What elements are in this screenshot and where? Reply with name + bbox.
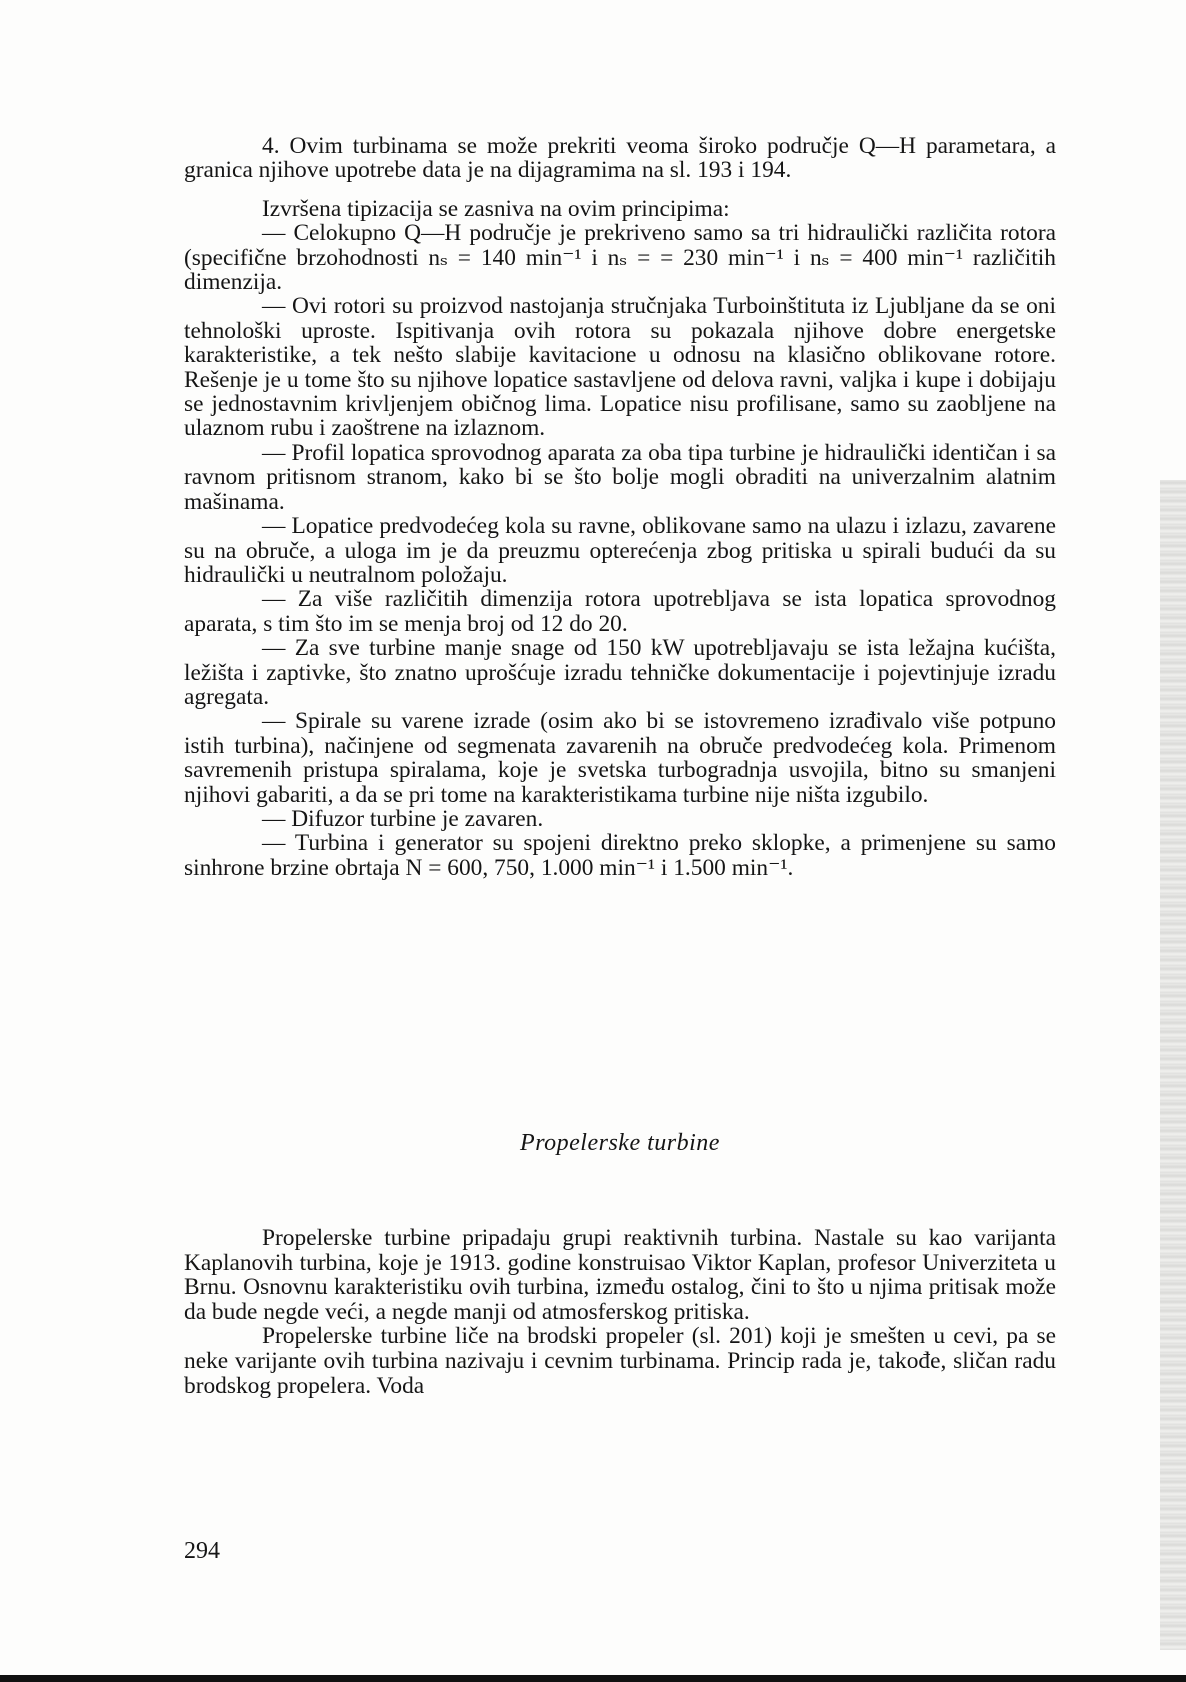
paragraph-guide-vane-profile: — Profil lopatica sprovodnog aparata za oba tipa turbine je hidraulički identičan i sa ravnom pritisnom stranom, kako bi se što bolje mogli obraditi na univerzalnim alatnim mašinama. bbox=[184, 439, 1056, 515]
paragraph-spiral-casing: — Spirale su varene izrade (osim ako bi se istovremeno izrađivalo više potpuno istih turbina), načinjene od segmenata zavarenih na obruče predvodećeg kola. Primenom savremenih pristupa spiralama, koje je svetska turbogradnja usvojila, bitno su smanjeni njihovi gabariti, a da se pri tome na karakteristikama turbine nije ništa izgubilo. bbox=[184, 708, 1056, 808]
paragraph-bearing-housings: — Za sve turbine manje snage od 150 kW upotrebljavaju se ista ležajna kućišta, ležišta i zaptivke, što znatno uprošćuje izradu tehničke dokumentacije i pojevtinjuje izradu agregata. bbox=[184, 635, 1056, 710]
paragraph-rotors-count: — Celokupno Q—H područje je prekriveno samo sa tri hidraulički različita rotora (specifične brzohodnosti nₛ = 140 min⁻¹ i nₛ = = 230 min⁻¹ i nₛ = 400 min⁻¹ različitih dimenzija. bbox=[184, 220, 1056, 296]
paragraph-propeller-intro: Propelerske turbine pripadaju grupi reaktivnih turbina. Nastale su kao varijanta Kaplanovih turbina, koje je 1913. godine konstruisao Viktor Kaplan, profesor Univerziteta u Brnu. Osnovnu karakteristiku ovih turbina, između ostalog, čini to što u njima pritisak može da bude negde veći, a negde manji od atmosferskog pritiska. bbox=[184, 1225, 1056, 1325]
paragraph-stay-vanes: — Lopatice predvodećeg kola su ravne, oblikovane samo na ulazu i izlazu, zavarene su na obruče, a uloga im je da preuzmu opterećenja zbog pritiska u spirali budući da su hidraulički u neutralnom položaju. bbox=[184, 513, 1056, 588]
main-text-section bbox=[184, 134, 1056, 880]
paragraph-typization-intro: Izvršena tipizacija se zasniva na ovim principima: bbox=[262, 195, 730, 222]
propeller-turbines-section bbox=[184, 1226, 1056, 1398]
paragraph-turboinstitut-rotors: — Ovi rotori su proizvod nastojanja stručnjaka Turboinštituta iz Ljubljane da se oni tehnološki uproste. Ispitivanja ovih rotora su pokazala njihove dobre energetske karakteristike, a tek nešto slabije kavitacione u odnosu na klasično oblikovane rotore. Rešenje je u tome što su njihove lopatice sastavljene od delova ravni, valjka i kupe i dobijaju se jednostavnim krivljenjem običnog lima. Lopatice nisu profilisane, samo su zaobljene na ulaznom rubu i zaoštrene na izlaznom. bbox=[184, 293, 1056, 442]
paragraph-propeller-principle: Propelerske turbine liče na brodski propeler (sl. 201) koji je smešten u cevi, pa se neke varijante ovih turbina nazivaju i cevnim turbinama. Princip rada je, takođe, sličan radu brodskog propelera. Voda bbox=[184, 1323, 1056, 1399]
scan-bottom-border bbox=[0, 1675, 1186, 1682]
paragraph-generator-coupling: — Turbina i generator su spojeni direktno preko sklopke, a primenjene su samo sinhrone brzine obrtaja N = 600, 750, 1.000 min⁻¹ i 1.500 min⁻¹. bbox=[184, 830, 1056, 881]
page-number: 294 bbox=[184, 1538, 220, 1564]
paragraph-rotor-dimensions: — Za više različitih dimenzija rotora upotrebljava se ista lopatica sprovodnog aparata, s tim što im se menja broj od 12 do 20. bbox=[184, 586, 1056, 637]
paragraph-q-h-range: 4. Ovim turbinama se može prekriti veoma široko područje Q—H parametara, a granica njihove upotrebe data je na dijagramima na sl. 193 i 194. bbox=[184, 133, 1056, 184]
paragraph-diffuser: — Difuzor turbine je zavaren. bbox=[262, 805, 544, 832]
section-heading: Propelerske turbine bbox=[520, 1130, 720, 1156]
scan-edge-shadow bbox=[1160, 480, 1186, 1650]
